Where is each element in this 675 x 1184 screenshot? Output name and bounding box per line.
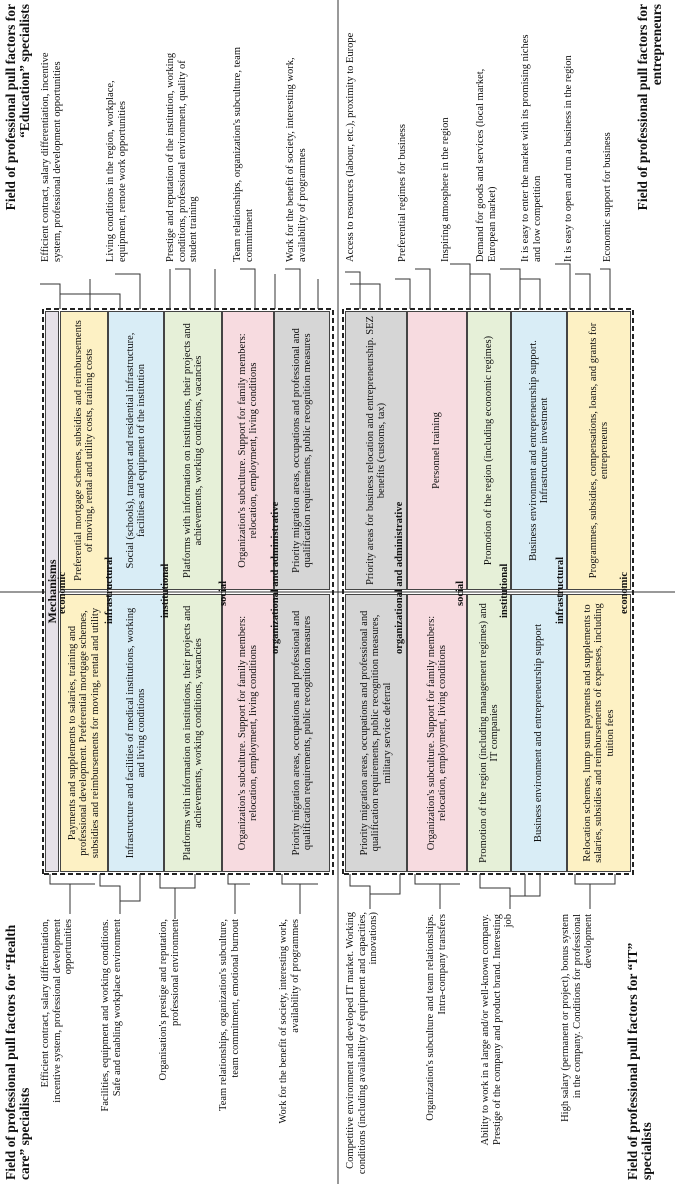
factor-health-2: Facilities, equipment and working conditions. Safe and enabling workplace environment <box>100 919 123 1112</box>
mech-entrepreneurs-economic: Programmes, subsidies, compensations, loans, and grants for entrepreneurs <box>567 311 631 590</box>
category-economic-top: economic <box>57 572 68 614</box>
mech-health-org: Priority migration areas, occupations and professional and qualification requirements, public recognition measures <box>274 594 330 872</box>
factor-entrepreneurs-2: Preferential regimes for business <box>397 124 408 262</box>
mech-health-institutional: Platforms with information on institutions, their projects and achievements, working conditions, vacancies <box>164 594 222 872</box>
mech-health-economic: Payments and supplements to salaries, training and professional development. Preferential mortgage schemes, subsidies and reimbursements for moving, rental and utility <box>60 594 108 872</box>
factor-it-3: Ability to work in a large and/or well-known company. Prestige of the company and product brand. Interesting job <box>480 914 514 1146</box>
factor-education-5: Work for the benefit of society, interesting work, availability of programmes <box>285 57 308 262</box>
mech-education-org: Priority migration areas, occupations and professional and qualification requirements, public recognition measures <box>274 311 330 590</box>
mechanisms-header: Mechanisms <box>45 311 59 872</box>
mech-education-institutional: Platforms with information on institutions, their projects and achievements, working conditions, vacancies <box>164 311 222 590</box>
mech-health-infrastructural: Infrastructure and facilities of medical institutions, working and living conditions <box>108 594 164 872</box>
field-title-health: Field of professional pull factors for “Health care” specialists <box>3 924 32 1180</box>
factor-education-2: Living conditions in the region, workplace, equipment, remote work opportunities <box>105 80 128 262</box>
factor-entrepreneurs-5: It is easy to enter the market with its promising niches and low competition <box>520 34 543 262</box>
factor-education-1: Efficient contract, salary differentiation, incentive system, professional development opportunities <box>40 52 63 262</box>
category-infrastructural-bottom: infrastructural <box>555 556 566 624</box>
mech-it-org: Priority migration areas, occupations and professional and qualification requirements, public recognition measures, military service deferral <box>345 594 407 872</box>
category-infrastructural-top: infrastructural <box>104 556 115 624</box>
category-institutional-bottom: institutional <box>499 563 510 618</box>
field-title-entrepreneurs: Field of professional pull factors for entrepreneurs <box>635 4 664 211</box>
factor-entrepreneurs-7: Economic support for business <box>602 132 613 262</box>
field-title-education: Field of professional pull factors for “Education” specialists <box>3 4 32 211</box>
factor-it-1: Competitive environment and developed IT market. Working conditions (including availability of equipment and capacities, innovations) <box>345 912 379 1175</box>
category-org-top: organizational and administrative <box>270 501 281 654</box>
factor-entrepreneurs-3: Inspiring atmosphere in the region <box>440 117 451 262</box>
mech-entrepreneurs-institutional: Promotion of the region (including economic regimes) <box>467 311 511 590</box>
factor-health-3: Organisation's prestige and reputation, professional environment <box>158 919 181 1081</box>
factor-health-5: Work for the benefit of society, interesting work, availability of programmes <box>278 919 301 1124</box>
category-economic-bottom: economic <box>619 572 630 614</box>
mech-health-social: Organization's subculture. Support for family members: relocation, employment, living conditions <box>222 594 274 872</box>
mech-entrepreneurs-infrastructural: Business environment and entrepreneurship support. Infrastructure investment <box>511 311 567 590</box>
factor-health-1: Efficient contract, salary differentiation, incentive system, professional development opportunities <box>40 919 74 1103</box>
mech-education-infrastructural: Social (schools), transport and residential infrastructure, facilities and equipment of the institution <box>108 311 164 590</box>
category-social-top: social <box>218 580 229 606</box>
mech-entrepreneurs-social: Personnel training <box>407 311 467 590</box>
mech-it-infrastructural: Business environment and entrepreneurship support <box>511 594 567 872</box>
factor-education-3: Prestige and reputation of the institution, working conditions, professional environment, quality of student training <box>165 52 199 262</box>
category-institutional-top: institutional <box>160 563 171 618</box>
factor-entrepreneurs-1: Access to resources (labour, etc.), proximity to Europe <box>345 32 356 262</box>
mech-it-institutional: Promotion of the region (including management regimes) and IT companies <box>467 594 511 872</box>
factor-it-4: High salary (permanent or project), bonus system in the company. Conditions for professional development <box>560 914 594 1122</box>
mech-it-social: Organization's subculture. Support for family members: relocation, employment, living conditions <box>407 594 467 872</box>
mech-education-economic: Preferential mortgage schemes, subsidies and reimbursements of moving, rental and utility costs, training costs <box>60 311 108 590</box>
category-social-bottom: social <box>455 580 466 606</box>
factor-entrepreneurs-6: It is easy to open and run a business in the region <box>563 55 574 262</box>
mech-education-social: Organization's subculture. Support for family members: relocation, employment, living conditions <box>222 311 274 590</box>
category-org-bottom: organizational and administrative <box>394 501 405 654</box>
mech-entrepreneurs-org: Priority areas for business relocation and entrepreneurship. SEZ benefits (customs, tax) <box>345 311 407 590</box>
factor-health-4: Team relationships, organization's subculture, team commitment, emotional burnout <box>218 919 241 1111</box>
field-title-it: Field of professional pull factors for “IT” specialists <box>625 942 654 1180</box>
factor-entrepreneurs-4: Demand for goods and services (local market, European market) <box>475 68 498 262</box>
factor-education-4: Team relationships, organization's subculture, team commitment <box>232 47 255 262</box>
mech-it-economic: Relocation schemes, lump sum payments and supplements to salaries, subsidies and reimbursements of expenses, including tuition fees <box>567 594 631 872</box>
factor-it-2: Organization's subculture and team relationships. Intra-company transfers <box>425 914 448 1121</box>
